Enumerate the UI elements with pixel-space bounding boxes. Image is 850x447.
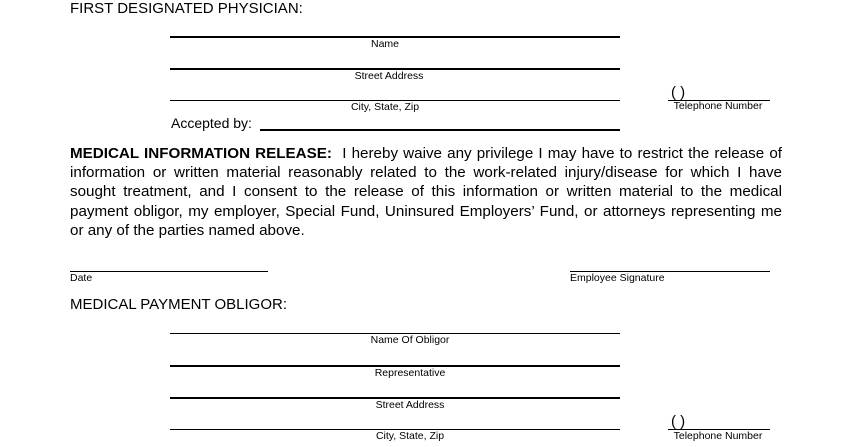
obligor-heading: MEDICAL PAYMENT OBLIGOR: <box>70 296 287 313</box>
accepted-by-input[interactable] <box>260 113 620 129</box>
obligor-name-input[interactable] <box>170 317 620 333</box>
medical-release-body: I hereby waive any privilege I may have to restrict the release of information or written material reasonably related to the work-related injury/disease for which I have sought treatment, and I consent to the release of this information or written material to the medical payment obligor, my employer, Special Fund, Uninsured Employers’ Fund, or attorneys representing me or any of the parties named above. <box>70 145 782 239</box>
physician-name-input[interactable] <box>170 20 620 36</box>
medical-release-title: MEDICAL INFORMATION RELEASE: <box>70 145 332 162</box>
accepted-by-label: Accepted by: <box>171 115 252 131</box>
employee-signature-label: Employee Signature <box>570 272 665 284</box>
accepted-by-line <box>260 129 620 131</box>
date-label: Date <box>70 272 93 284</box>
obligor-street-input[interactable] <box>170 381 620 397</box>
obligor-representative-input[interactable] <box>170 349 620 365</box>
physician-name-label: Name <box>370 38 399 50</box>
obligor-name-label: Name Of Obligor <box>370 334 450 346</box>
physician-street-input[interactable] <box>170 52 620 68</box>
employee-signature-input[interactable] <box>570 255 770 271</box>
obligor-representative-label: Representative <box>374 367 446 379</box>
obligor-telephone-input[interactable] <box>670 413 770 429</box>
physician-heading: FIRST DESIGNATED PHYSICIAN: <box>70 0 303 17</box>
medical-release-paragraph <box>70 144 782 240</box>
physician-telephone-parens: ( ) <box>671 84 686 101</box>
obligor-telephone-label: Telephone Number <box>673 430 763 442</box>
date-input[interactable] <box>70 255 268 271</box>
physician-city-label: City, State, Zip <box>350 101 420 113</box>
obligor-telephone-parens: ( ) <box>671 413 686 430</box>
obligor-street-label: Street Address <box>375 399 445 411</box>
date-line <box>70 271 268 272</box>
physician-city-input[interactable] <box>170 84 620 100</box>
physician-telephone-label: Telephone Number <box>673 100 763 112</box>
physician-street-label: Street Address <box>354 70 424 82</box>
obligor-city-input[interactable] <box>170 413 620 429</box>
obligor-city-label: City, State, Zip <box>375 430 445 442</box>
physician-telephone-input[interactable] <box>670 84 770 100</box>
